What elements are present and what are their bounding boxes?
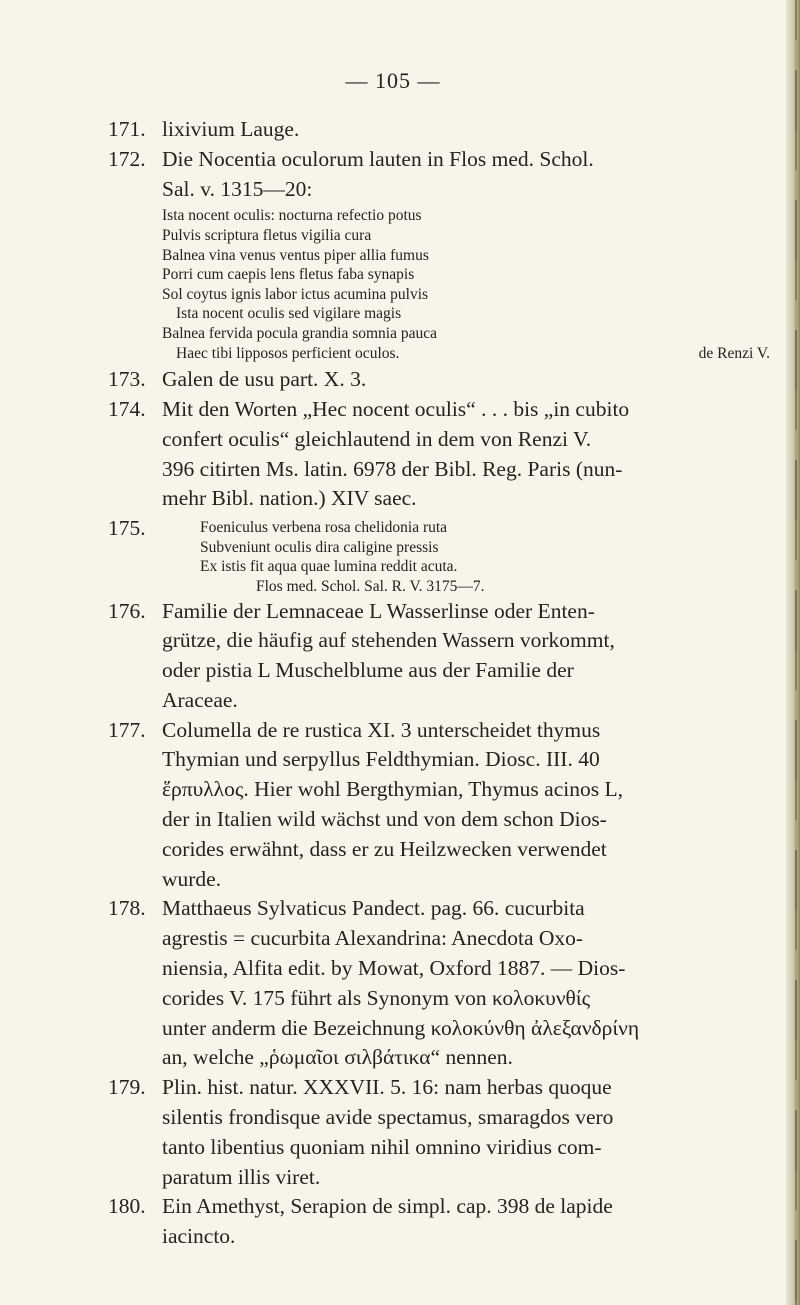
note-line: corides V. 175 führt als Synonym von κολοκυνθίς <box>162 985 591 1010</box>
verse-quote <box>162 514 776 596</box>
verse-line: Balnea vina venus ventus piper allia fumus <box>162 246 429 264</box>
verse-source: Flos med. Schol. Sal. R. V. 3175—7. <box>256 577 485 595</box>
note-line: ἕρπυλλος. Hier wohl Bergthymian, Thymus acinos L, <box>162 777 623 802</box>
scan-edge-shadow <box>795 0 797 1305</box>
note-line: mehr Bibl. nation.) XIV saec. <box>162 486 417 511</box>
note-line: Sal. v. 1315—20: <box>162 176 313 201</box>
note-number: 180. <box>108 1194 146 1219</box>
note-text: Galen de usu part. X. 3. <box>162 367 367 392</box>
footnotes-body <box>108 115 776 1252</box>
note-number: 178. <box>108 896 146 921</box>
verse-line: Ista nocent oculis sed vigilare magis <box>176 305 402 323</box>
note-text: lixivium Lauge. <box>162 117 300 141</box>
verse-line-last <box>162 344 776 364</box>
verse-line: Subveniunt oculis dira caligine pressis <box>200 538 439 556</box>
verse-line: Ista nocent oculis: nocturna refectio potus <box>162 207 422 225</box>
note-line: Araceae. <box>162 687 238 712</box>
note-line: Ein Amethyst, Serapion de simpl. cap. 398 de lapide <box>162 1194 613 1219</box>
note-line: oder pistia L Muschelblume aus der Familie der <box>162 658 574 683</box>
note-line: der in Italien wild wächst und von dem schon Dios- <box>162 807 607 832</box>
verse-source: de Renzi V. <box>698 344 770 362</box>
note-number: 175. <box>108 516 146 541</box>
verse-line: Foeniculus verbena rosa chelidonia ruta <box>200 519 448 537</box>
note-number: 174. <box>108 396 146 421</box>
note-number: 171. <box>108 117 146 141</box>
note-line: wurde. <box>162 866 222 891</box>
note-179 <box>108 1073 776 1192</box>
verse-line: Pulvis scriptura fletus vigilia cura <box>162 226 372 244</box>
verse-line: Ex istis fit aqua quae lumina reddit acuta. <box>200 558 458 576</box>
note-number: 177. <box>108 717 146 742</box>
note-line: Familie der Lemnaceae L Wasserlinse oder Enten- <box>162 598 595 623</box>
note-number: 179. <box>108 1075 146 1100</box>
note-line: 396 citirten Ms. latin. 6978 der Bibl. Reg. Paris (nun- <box>162 456 623 481</box>
note-173 <box>108 365 776 395</box>
verse-line: Sol coytus ignis labor ictus acumina pulvis <box>162 285 429 303</box>
note-175 <box>108 514 776 596</box>
verse-line: Balnea fervida pocula grandia somnia pauca <box>162 324 438 342</box>
note-line: Mit den Worten „Hec nocent oculis“ . . . bis „in cubito <box>162 396 630 421</box>
note-number: 176. <box>108 598 146 623</box>
note-line: corides erwähnt, dass er zu Heilzwecken verwendet <box>162 836 607 861</box>
note-line: grütze, die häufig auf stehenden Wassern vorkommt, <box>162 628 615 653</box>
note-180 <box>108 1192 776 1252</box>
scan-edge <box>786 0 800 1305</box>
note-174 <box>108 395 776 514</box>
note-line: tanto libentius quoniam nihil omnino viridius com- <box>162 1134 602 1159</box>
note-line: silentis frondisque avide spectamus, smaragdos vero <box>162 1105 614 1130</box>
note-number: 172. <box>108 146 146 171</box>
note-line: agrestis = cucurbita Alexandrina: Anecdota Oxo- <box>162 926 584 951</box>
note-line: Thymian und serpyllus Feldthymian. Diosc. III. 40 <box>162 747 600 772</box>
verse-text: Haec tibi lipposos perficient oculos. <box>176 344 400 362</box>
note-line: unter anderm die Bezeichnung κολοκύνθη ἀλεξανδρίνη <box>162 1015 640 1040</box>
page-number-text: — 105 — <box>345 68 441 93</box>
note-171 <box>108 115 776 145</box>
note-177 <box>108 716 776 895</box>
note-176 <box>108 597 776 716</box>
verse-quote <box>162 204 776 365</box>
note-number: 173. <box>108 367 146 392</box>
note-line: Die Nocentia oculorum lauten in Flos med. Schol. <box>162 146 594 171</box>
page-number <box>0 68 786 94</box>
note-line: confert oculis“ gleichlautend in dem von Renzi V. <box>162 426 592 451</box>
note-line: paratum illis viret. <box>162 1164 321 1189</box>
note-line: iacincto. <box>162 1224 236 1249</box>
verse-line: Porri cum caepis lens fletus faba synapis <box>162 266 415 284</box>
note-line: Matthaeus Sylvaticus Pandect. pag. 66. cucurbita <box>162 896 585 921</box>
note-178 <box>108 894 776 1073</box>
note-line: Plin. hist. natur. XXXVII. 5. 16: nam herbas quoque <box>162 1075 612 1100</box>
note-172 <box>108 145 776 365</box>
note-line: Columella de re rustica XI. 3 unterscheidet thymus <box>162 717 601 742</box>
note-line: niensia, Alfita edit. by Mowat, Oxford 1887. — Dios- <box>162 956 626 981</box>
note-line: an, welche „ῥωμαῖοι σιλβάτικα“ nennen. <box>162 1045 513 1070</box>
